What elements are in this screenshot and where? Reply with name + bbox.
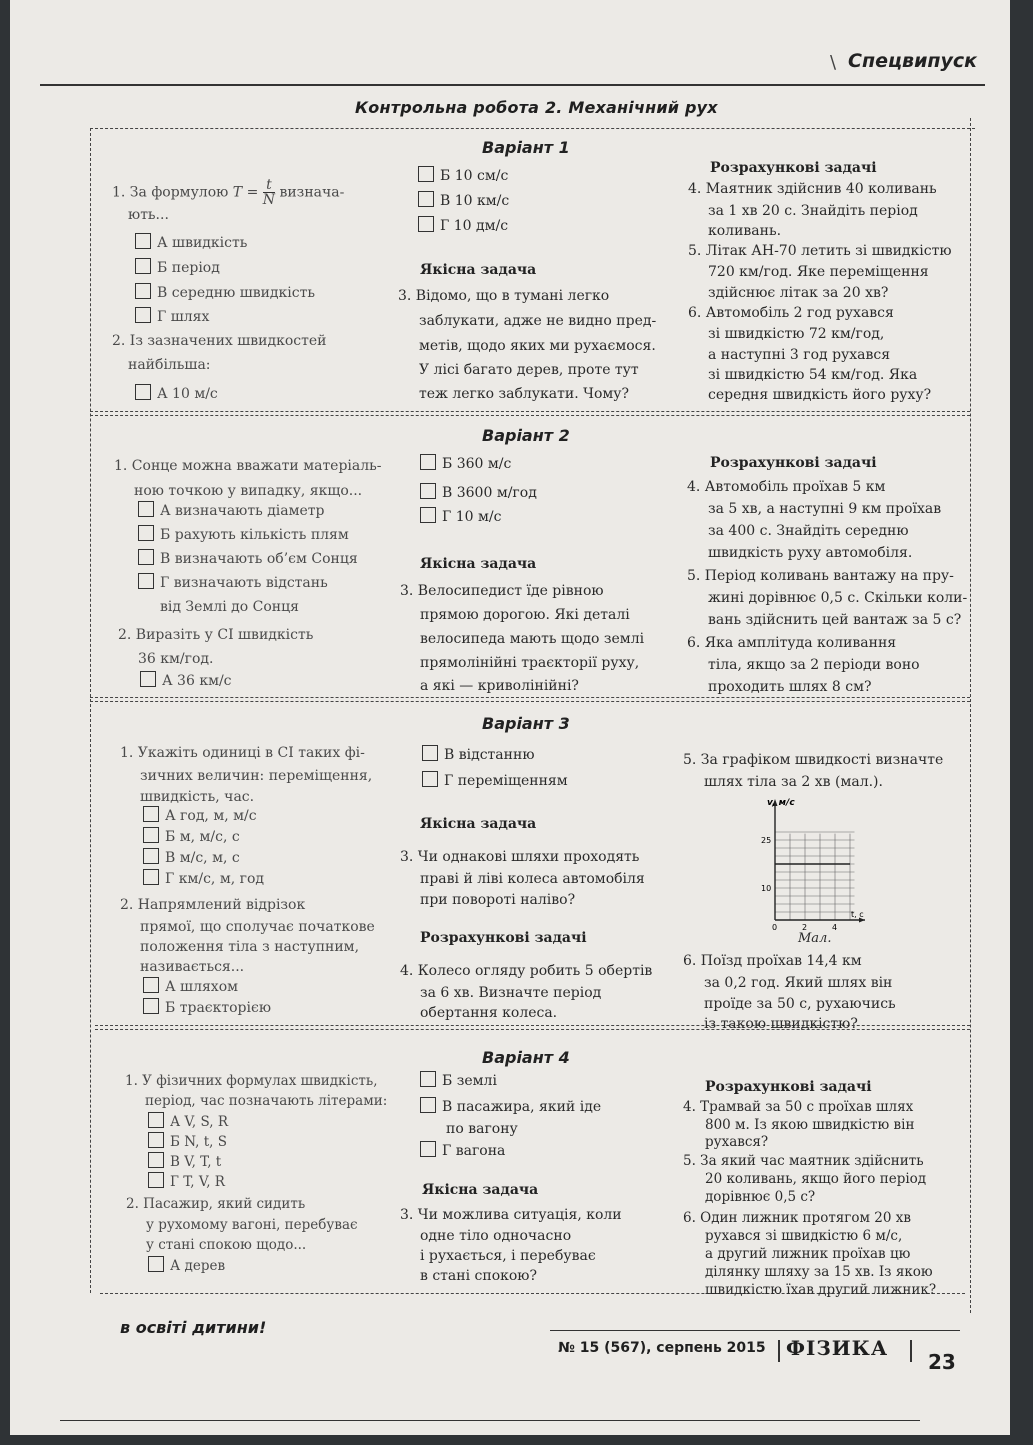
v3-q1-option[interactable]: Б м, м/с, с: [143, 826, 240, 848]
v4-q2-option[interactable]: Б землі: [420, 1070, 497, 1092]
x-tick-label: 0: [772, 923, 778, 932]
header-rule: [40, 84, 985, 86]
y-axis-label: v, м/с: [767, 798, 795, 808]
v4-q1-option[interactable]: В V, T, t: [148, 1151, 221, 1173]
v3-q2-option[interactable]: А шляхом: [143, 976, 238, 998]
chart-grid: [775, 832, 855, 920]
divider-1: [90, 411, 970, 412]
v2-q2-option[interactable]: А 36 км/с: [140, 670, 232, 692]
frame-top: [90, 128, 975, 129]
y-tick-label: 10: [761, 884, 772, 893]
v2-q1-option[interactable]: Б рахують кількість плям: [138, 524, 349, 546]
footer-slogan: в освіті дитини!: [120, 1318, 267, 1337]
v4-q1-option[interactable]: А V, S, R: [148, 1111, 228, 1133]
y-tick-label: 25: [761, 836, 772, 845]
v4-q2-option[interactable]: В пасажира, який іде: [420, 1096, 601, 1118]
frame-left: [90, 128, 91, 1293]
v2-calc-heading: Розрахункові задачі: [710, 455, 877, 471]
variant-2-title: Варіант 2: [482, 426, 570, 445]
v3-q2-option[interactable]: Б траєкторією: [143, 997, 271, 1019]
v1-qual-heading: Якісна задача: [420, 262, 537, 278]
page-title: Контрольна робота 2. Механічний рух: [355, 98, 718, 117]
v2-q2-option[interactable]: Б 360 м/с: [420, 453, 511, 475]
section-label: Спецвипуск: [848, 50, 978, 72]
v1-q1-option[interactable]: Б період: [135, 257, 220, 279]
v1-q1-line1: 1. За формулою T = $\frac{t}{N}$ визнача-: [112, 177, 345, 208]
v2-q1-option[interactable]: В визначають об’єм Сонця: [138, 548, 358, 570]
figure-caption: Мал.: [798, 931, 832, 946]
issue-info: № 15 (567), серпень 2015: [558, 1340, 766, 1356]
variant-3-title: Варіант 3: [482, 714, 570, 733]
v1-q2-option[interactable]: А 10 м/с: [135, 383, 218, 405]
v1-q2-option[interactable]: В 10 км/с: [418, 190, 509, 212]
v2-q2-option[interactable]: Г 10 м/с: [420, 506, 501, 528]
v2-q1-option[interactable]: А визначають діаметр: [138, 500, 325, 522]
v4-q2-option[interactable]: Г вагона: [420, 1140, 505, 1162]
v2-q2-option[interactable]: В 3600 м/год: [420, 482, 537, 504]
velocity-chart: [761, 795, 865, 945]
v2-q1-option[interactable]: Г визначають відстань: [138, 572, 328, 594]
variant-4-title: Варіант 4: [482, 1048, 570, 1067]
x-axis-label: t, с: [851, 910, 864, 919]
x-tick-label: 4: [832, 923, 838, 932]
v3-q2-option[interactable]: В відстанню: [422, 744, 535, 766]
v2-qual-heading: Якісна задача: [420, 556, 537, 572]
v3-q1-option[interactable]: Г км/с, м, год: [143, 868, 264, 890]
v1-q1-option[interactable]: Г шлях: [135, 306, 209, 328]
page-number: 23: [928, 1350, 956, 1374]
paper-page: \ Спецвипуск Контрольна робота 2. Механічний рух Варіант 1 1. За формулою T = $\frac{t}{N}$ визнача- ють... А швидкість Б період В середню швидкість Г шлях 2. Із зазначених швидкостей найбільша: А 10 м/с Б 10 см/с В 10 км/с Г 10 дм/с Якісна задача 3. Відомо, що в тумані легко заблукати, адже не видно пред- метів, щодо яких ми рухаємося. У лісі багато дерев, проте тут теж легко заблукати. Чому? Розрахункові задачі 4. Маятник здійснив 40 коливань за 1 хв 20 с. Знайдіть період коливань. 5. Літак АН-70 летить зі швидкістю 720 км/год. Яке переміщення здійснює літак за 20 хв? 6. Автомобіль 2 год рухався зі швидкістю 72 км/год, а наступні 3 год рухався зі швидкістю 54 км/год. Яка середня швидкість його руху? Варіант 2 1. Сонце можна вважати матеріаль- ною точкою у випадку, якщо... А визначають діаметр Б рахують кількість плям В визначають об’єм Сонця Г визначають відстань від Землі до Сонця 2. Виразіть у СІ швидкість 36 км/год. А 36 км/с Б 360 м/с В 3600 м/год Г 10 м/с Якісна задача 3. Велосипедист їде рівною прямою дорогою. Які деталі велосипеда мають щодо землі прямолінійні траєкторії руху, а які — криволінійні? Розрахункові задачі 4. Автомобіль проїхав 5 км за 5 хв, а наступні 9 км проїхав за 400 с. Знайдіть середню швидкість руху автомобіля. 5. Період коливань вантажу на пру- жині дорівнює 0,5 с. Скільки коли- вань здійснить цей вантаж за 5 с? 6. Яка амплітуда коливання тіла, якщо за 2 періоди воно проходить шлях 8 см? Варіант 3 1. Укажіть одиниці в СІ таких фі- зичних величин: переміщення, швидкість, час. А год, м, м/с Б м, м/с, с В м/с, м, с Г км/с, м, год 2. Напрямлений відрізок прямої, що сполучає початкове положення тіла з наступним, називається... А шляхом Б траєкторією В відстанню Г переміщенням Якісна задача 3. Чи однакові шляхи проходять праві й ліві колеса автомобіля при повороті наліво? Розрахункові задачі 4. Колесо огляду робить 5 обертів за 6 хв. Визначте період обертання колеса. 5. За графіком швидкості визначте шлях тіла за 2 хв (мал.). v, м/с t, с 0 2 4 10 25 Мал. 6. Поїзд проїхав 14,4 км за 0,2 год. Який шлях він проїде за 50 с, рухаючись із такою швидкістю? Варіант 4 1. У фізичних формулах швидкість, період, час позначають літерами: А V, S, R Б N, t, S В V, T, t Г T, V, R 2. Пасажир, який сидить у рухомому вагоні, перебуває у стані спокою щодо... А дерев Б землі В пасажира, який іде по вагону Г вагона Якісна задача 3. Чи можлива ситуація, коли одне тіло одночасно і рухається, і перебуває в стані спокою? Розрахункові задачі 4. Трамвай за 50 с проїхав шлях 800 м. Із якою швидкістю він рухався? 5. За який час маятник здійснить 20 коливань, якщо його період дорівнює 0,5 с? 6. Один лижник протягом 20 хв рухався зі швидкістю 6 м/с, а другий лижник проїхав цю ділянку шляху за 15 хв. Із якою швидкістю їхав другий лижник? в освіті дитини! № 15 (567), серпень 2015 ФІЗИКА 23: [10, 0, 1010, 1435]
magazine-logo: ФІЗИКА: [786, 1336, 889, 1360]
v4-q2-option[interactable]: А дерев: [148, 1255, 225, 1277]
v1-calc-heading: Розрахункові задачі: [710, 160, 877, 176]
v1-q1-option[interactable]: А швидкість: [135, 232, 247, 254]
v3-calc-heading: Розрахункові задачі: [420, 930, 587, 946]
v3-qual-heading: Якісна задача: [420, 816, 537, 832]
v1-q2-option[interactable]: Б 10 см/с: [418, 165, 508, 187]
v4-qual-heading: Якісна задача: [422, 1182, 539, 1198]
v3-q1-option[interactable]: В м/с, м, с: [143, 847, 240, 869]
v4-calc-heading: Розрахункові задачі: [705, 1079, 872, 1095]
chart-ticks: [761, 836, 837, 932]
x-tick-label: 2: [802, 923, 808, 932]
v3-q1-option[interactable]: А год, м, м/с: [143, 805, 257, 827]
v1-q1-option[interactable]: В середню швидкість: [135, 282, 315, 304]
v1-q2-option[interactable]: Г 10 дм/с: [418, 215, 508, 237]
v4-q1-option[interactable]: Б N, t, S: [148, 1131, 227, 1153]
formula-fraction: $\frac{t}{N}$: [262, 177, 276, 208]
v3-q2-option[interactable]: Г переміщенням: [422, 770, 568, 792]
frame-right: [970, 118, 971, 1313]
variant-1-title: Варіант 1: [482, 138, 570, 157]
v4-q1-option[interactable]: Г T, V, R: [148, 1171, 225, 1193]
